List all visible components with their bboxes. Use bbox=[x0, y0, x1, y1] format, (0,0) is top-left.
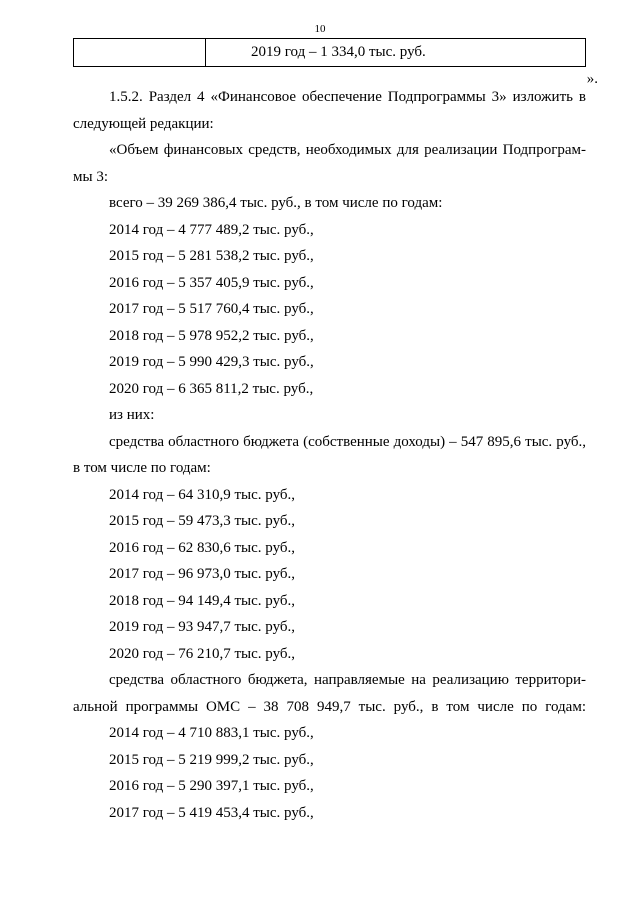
of-them-line: из них: bbox=[109, 407, 155, 423]
table-cell-empty bbox=[74, 39, 206, 67]
total-year-2020: 2020 год – 6 365 811,2 тыс. руб., bbox=[109, 380, 314, 397]
regional-own-year-2014: 2014 год – 64 310,9 тыс. руб., bbox=[109, 486, 296, 503]
section-heading-line1: 1.5.2. Раздел 4 «Финансовое обеспечение Подпрограммы 3» изложить в bbox=[109, 89, 586, 105]
regional-oms-line1: средства областного бюджета, направляемые на реализацию территори- bbox=[109, 672, 586, 688]
total-year-2014: 2014 год – 4 777 489,2 тыс. руб., bbox=[109, 221, 314, 238]
regional-own-year-2016: 2016 год – 62 830,6 тыс. руб., bbox=[109, 539, 296, 556]
regional-own-year-2018: 2018 год – 94 149,4 тыс. руб., bbox=[109, 592, 296, 609]
continuation-table bbox=[73, 38, 586, 67]
regional-own-line1: средства областного бюджета (собственные доходы) – 547 895,6 тыс. руб., bbox=[109, 433, 586, 450]
table-cell-funding-2019: 2019 год – 1 334,0 тыс. руб. bbox=[206, 39, 586, 67]
total-year-2016: 2016 год – 5 357 405,9 тыс. руб., bbox=[109, 274, 314, 291]
regional-oms-year-2015: 2015 год – 5 219 999,2 тыс. руб., bbox=[109, 751, 314, 768]
regional-own-year-2017: 2017 год – 96 973,0 тыс. руб., bbox=[109, 566, 296, 582]
total-year-2018: 2018 год – 5 978 952,2 тыс. руб., bbox=[109, 327, 314, 344]
document-body bbox=[73, 84, 586, 826]
total-year-2019: 2019 год – 5 990 429,3 тыс. руб., bbox=[109, 354, 314, 370]
page-number: 10 bbox=[314, 23, 326, 35]
regional-own-year-2019: 2019 год – 93 947,7 тыс. руб., bbox=[109, 619, 296, 635]
regional-own-year-2020: 2020 год – 76 210,7 тыс. руб., bbox=[109, 645, 296, 662]
closing-quote: ». bbox=[586, 71, 598, 87]
regional-oms-year-2017: 2017 год – 5 419 453,4 тыс. руб., bbox=[109, 804, 314, 821]
regional-own-year-2015: 2015 год – 59 473,3 тыс. руб., bbox=[109, 513, 296, 529]
table-row bbox=[74, 39, 586, 67]
total-year-2015: 2015 год – 5 281 538,2 тыс. руб., bbox=[109, 248, 314, 264]
intro-line2: мы 3: bbox=[73, 168, 108, 185]
regional-oms-year-2014: 2014 год – 4 710 883,1 тыс. руб., bbox=[109, 725, 314, 741]
intro-line1: «Объем финансовых средств, необходимых для реализации Подпрограм- bbox=[109, 142, 586, 158]
section-heading-line2: следующей редакции: bbox=[73, 115, 214, 132]
regional-oms-year-2016: 2016 год – 5 290 397,1 тыс. руб., bbox=[109, 778, 314, 794]
total-line: всего – 39 269 386,4 тыс. руб., в том числе по годам: bbox=[109, 195, 443, 211]
total-year-2017: 2017 год – 5 517 760,4 тыс. руб., bbox=[109, 301, 314, 317]
regional-own-line2: в том числе по годам: bbox=[73, 460, 211, 476]
regional-oms-line2: альной программы ОМС – 38 708 949,7 тыс. руб., в том числе по годам: bbox=[73, 698, 586, 715]
